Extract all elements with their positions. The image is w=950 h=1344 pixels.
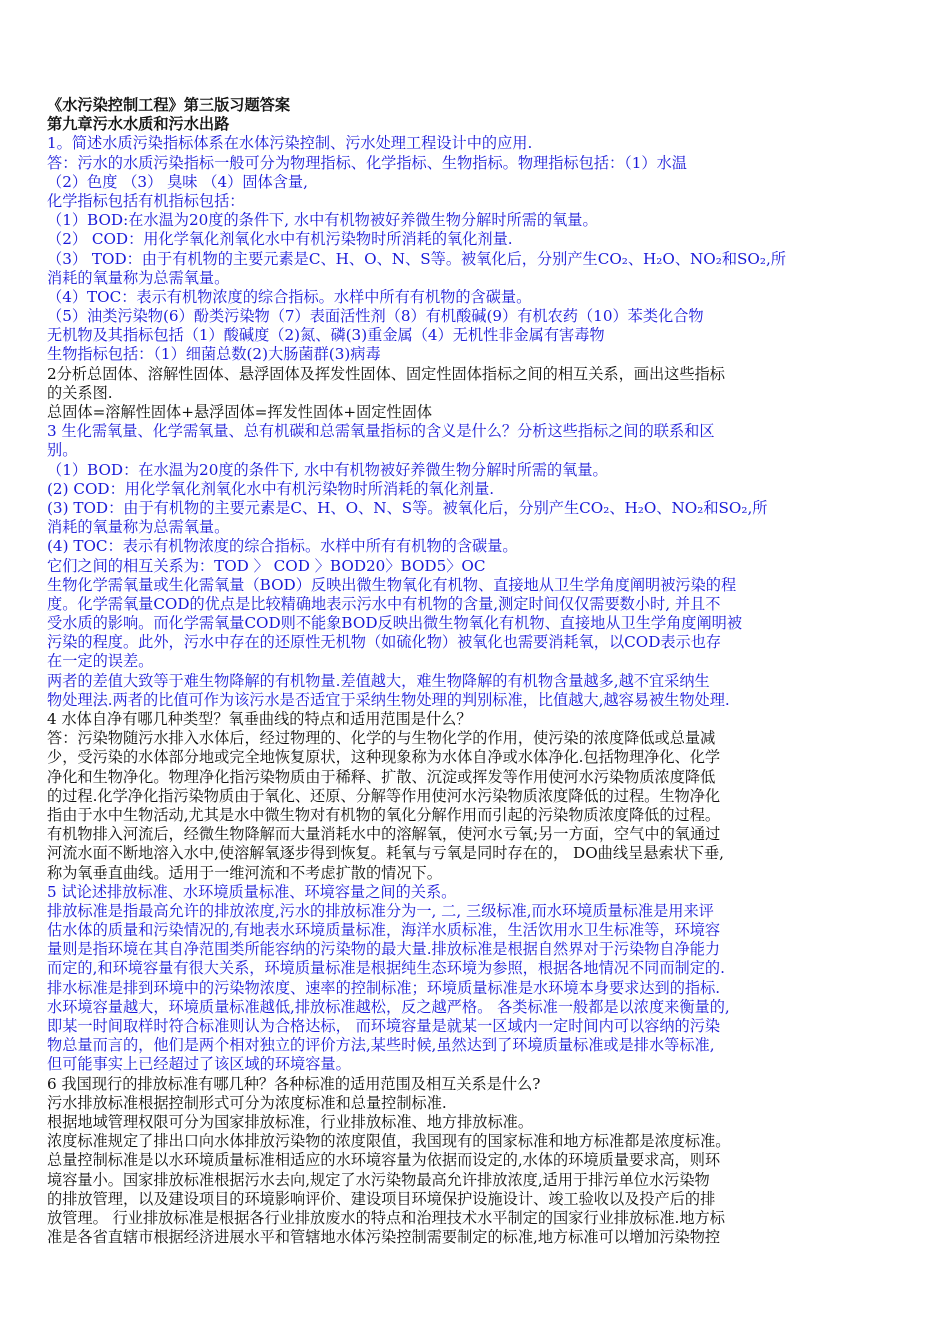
text-line: 别。 [47,441,78,460]
text-line: 4 水体自净有哪几种类型？氧垂曲线的特点和适用范围是什么？ [47,710,472,728]
text-line: 估水体的质量和污染情况的,有地表水环境质量标准，海洋水质标准，生活饮用水卫生标准等，环境容 [47,921,721,940]
text-line: 两者的差值大致等于难生物降解的有机物量.差值越大，难生物降解的有机物含量越多,越不宜采纳生 [47,671,710,690]
text-line: 2分析总固体、溶解性固体、悬浮固体及挥发性固体、固定性固体指标之间的相互关系，画出这些指标 [47,364,725,383]
text-line: 根据地域管理权限可分为国家排放标准，行业排放标准、地方排放标准。 [47,1112,533,1131]
text-line: 排放标准是指最高允许的排放浓度,污水的排放标准分为一, 二, 三级标准,而水环境质量标准是用来评 [47,901,714,920]
text-line: 1。简述水质污染指标体系在水体污染控制、污水处理工程设计中的应用. [47,134,533,153]
text-line: （1）BOD：在水温为20度的条件下, 水中有机物被好养微生物分解时所需的氧量。 [47,460,608,479]
text-line: 消耗的氧量称为总需氧量。 [47,518,230,537]
text-line: （1）BOD:在水温为20度的条件下, 水中有机物被好养微生物分解时所需的氧量。 [47,211,598,230]
text-line: 称为氧垂直曲线。适用于一维河流和不考虑扩散的情况下。 [47,863,442,882]
text-line: 有机物排入河流后，经微生物降解而大量消耗水中的溶解氧，使河水亏氧;另一方面，空气中的氧通过 [47,825,721,844]
text-line: 但可能事实上已经超过了该区域的环境容量。 [47,1055,351,1074]
text-line: 无机物及其指标包括（1）酸碱度（2)氮、磷(3)重金属（4）无机性非金属有害毒物 [47,326,605,345]
text-line: 答：污染物随污水排入水体后，经过物理的、化学的与生物化学的作用，使污染的浓度降低或总量减 [47,729,716,748]
text-line: 6 我国现行的排放标准有哪几种？各种标准的适用范围及相互关系是什么? [47,1074,541,1093]
text-line: 它们之间的相互关系为：TOD 〉 COD 〉BOD20〉BOD5〉OC [47,556,486,575]
text-line: 受水质的影响。而化学需氧量COD则不能象BOD反映出微生物氧化有机物、直接地从卫生学角度阐明被 [47,614,743,633]
text-line: 总量控制标准是以水环境质量标准相适应的水环境容量为依据而设定的,水体的环境质量要求高，则环 [47,1151,721,1170]
text-line: （3） TOD：由于有机物的主要元素是C、H、O、N、S等。被氧化后，分别产生CO₂、H₂O、NO₂和SO₂,所 [47,249,786,268]
text-line: 5 试论述排放标准、水环境质量标准、环境容量之间的关系。 [47,882,457,901]
document-body [47,134,907,1247]
text-line: （2） COD：用化学氧化剂氧化水中有机污染物时所消耗的氧化剂量. [47,230,513,249]
chapter-title: 第九章污水水质和污水出路 [47,115,230,134]
text-line: （4）TOC：表示有机物浓度的综合指标。水样中所有有机物的含碳量。 [47,287,532,306]
text-line: 的过程.化学净化指污染物质由于氧化、还原、分解等作用使河水污染物质浓度降低的过程。生物净化 [47,786,721,805]
text-line: 污染的程度。此外，污水中存在的还原性无机物（如硫化物）被氧化也需要消耗氧，以COD表示也存 [47,633,722,652]
text-line: 水环境容量越大，环境质量标准越低,排放标准越松，反之越严格。 各类标准一般都是以浓度来衡量的, [47,997,730,1016]
text-line: 在一定的误差。 [47,652,154,671]
text-line: (2) COD：用化学氧化剂氧化水中有机污染物时所消耗的氧化剂量. [47,479,495,498]
document-page [47,96,907,1247]
text-line: 生物指标包括：（1）细菌总数(2)大肠菌群(3)病毒 [47,345,381,364]
text-line: 的关系图. [47,383,113,402]
text-line: (4) TOC：表示有机物浓度的综合指标。水样中所有有机物的含碳量。 [47,537,518,556]
text-line: 物处理法.两者的比值可作为该污水是否适宜于采纳生物处理的判别标准，比值越大,越容易被生物处理. [47,690,730,709]
text-line: 少，受污染的水体部分地或完全地恢复原状，这种现象称为水体自净或水体净化.包括物理净化、化学 [47,748,721,767]
text-line: 物总量而言的，他们是两个相对独立的评价方法,某些时候,虽然达到了环境质量标准或是排水等标准, [47,1036,715,1055]
text-line: 排水标准是排到环境中的污染物浓度、速率的控制标准；环境质量标准是水环境本身要求达到的指标. [47,978,721,997]
text-line: 净化和生物净化。物理净化指污染物质由于稀释、扩散、沉淀或挥发等作用使河水污染物质浓度降低 [47,767,716,786]
text-line: 境容量小。国家排放标准根据污水去向,规定了水污染物最高允许排放浓度,适用于排污单位水污染物 [47,1170,710,1189]
text-line: 即某一时间取样时符合标准则认为合格达标， 而环境容量是就某一区域内一定时间内可以容纳的污染 [47,1017,721,1035]
text-line: （5）油类污染物(6）酚类污染物（7）表面活性剂（8）有机酸碱(9）有机农药（10）苯类化合物 [47,307,704,326]
text-line: 答：污水的水质污染指标一般可分为物理指标、化学指标、生物指标。物理指标包括：（1）水温 [47,153,687,172]
text-line: （2）色度 （3） 臭味 （4）固体含量, [47,172,308,191]
text-line: 而定的,和环境容量有很大关系，环境质量标准是根据纯生态环境为参照，根据各地情况不同而制定的. [47,959,725,978]
text-line: 河流水面不断地溶入水中,使溶解氧逐步得到恢复。耗氧与亏氧是同时存在的， DO曲线呈悬索状下垂, [47,844,724,863]
text-line: 消耗的氧量称为总需氧量。 [47,268,230,287]
document-title: 《水污染控制工程》第三版习题答案 [47,96,290,114]
text-line: 生物化学需氧量或生化需氧量（BOD）反映出微生物氧化有机物、直接地从卫生学角度阐明被污染的程 [47,575,737,594]
text-line: 浓度标准规定了排出口向水体排放污染物的浓度限值，我国现有的国家标准和地方标准都是浓度标准。 [47,1132,731,1151]
text-line: 污水排放标准根据控制形式可分为浓度标准和总量控制标准. [47,1093,447,1112]
text-line: 化学指标包括有机指标包括： [47,191,245,210]
text-line: 总固体=溶解性固体+悬浮固体=挥发性固体+固定性固体 [47,403,433,421]
text-line: 指由于水中生物活动,尤其是水中微生物对有机物的氧化分解作用而引起的污染物质浓度降低的过程。 [47,805,721,824]
text-line: (3) TOD：由于有机物的主要元素是C、H、O、N、S等。被氧化后，分别产生CO₂、H₂O、NO₂和SO₂,所 [47,498,768,517]
text-line: 准是各省直辖市根据经济进展水平和管辖地水体污染控制需要制定的标准,地方标准可以增加污染物控 [47,1228,721,1247]
text-line: 量则是指环境在其自净范围类所能容纳的污染物的最大量.排放标准是根据自然界对于污染物自净能力 [47,940,721,959]
text-line: 度。化学需氧量COD的优点是比较精确地表示污水中有机物的含量,测定时间仅仅需要数小时, 并且不 [47,594,721,613]
text-line: 的排放管理，以及建设项目的环境影响评价、建设项目环境保护设施设计、竣工验收以及投产后的排 [47,1189,716,1208]
text-line: 放管理。 行业排放标准是根据各行业排放废水的特点和治理技术水平制定的国家行业排放标准.地方标 [47,1208,725,1227]
text-line: 3 生化需氧量、化学需氧量、总有机碳和总需氧量指标的含义是什么？分析这些指标之间的联系和区 [47,422,715,441]
